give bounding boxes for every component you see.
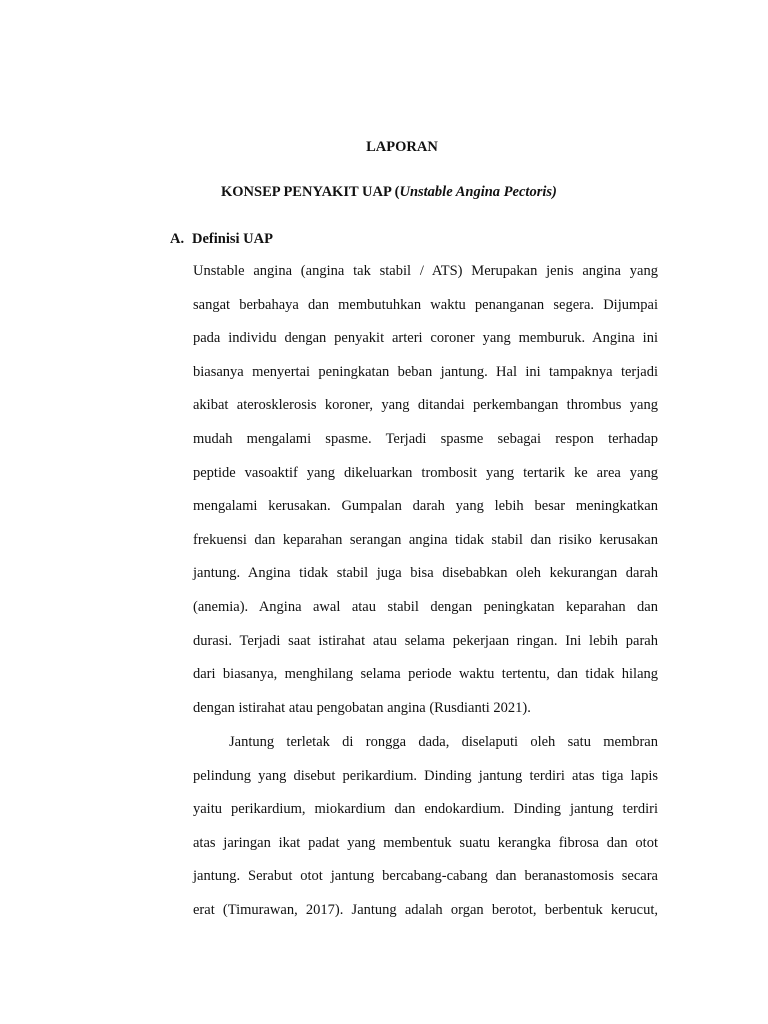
paragraph-line: peptide vasoaktif yang dikeluarkan trombosit yang tertarik ke area yang xyxy=(193,464,658,481)
paragraph-line: biasanya menyertai peningkatan beban jantung. Hal ini tampaknya terjadi xyxy=(193,363,658,380)
paragraph-line: yaitu perikardium, miokardium dan endokardium. Dinding jantung terdiri xyxy=(193,801,658,818)
document-title: LAPORAN xyxy=(366,139,438,155)
paragraph-line: pada individu dengan penyakit arteri coroner yang memburuk. Angina ini xyxy=(193,330,658,347)
document-subtitle xyxy=(221,183,557,201)
paragraph-line: akibat aterosklerosis koroner, yang ditandai perkembangan thrombus yang xyxy=(193,397,658,414)
paragraph-line: jantung. Serabut otot jantung bercabang-cabang dan beranastomosis secara xyxy=(193,868,658,885)
section-heading xyxy=(170,230,273,248)
paragraph-line: dari biasanya, menghilang selama periode waktu tertentu, dan tidak hilang xyxy=(193,666,658,683)
paragraph-line: (anemia). Angina awal atau stabil dengan peningkatan keparahan dan xyxy=(193,599,658,615)
section-heading-text: Definisi UAP xyxy=(192,231,273,247)
paragraph-line: atas jaringan ikat padat yang membentuk suatu kerangka fibrosa dan otot xyxy=(193,834,658,851)
paragraph-line: mudah mengalami spasme. Terjadi spasme sebagai respon terhadap xyxy=(193,431,658,447)
paragraph-line: Unstable angina (angina tak stabil / ATS) Merupakan jenis angina yang xyxy=(193,263,658,279)
paragraph-line: sangat berbahaya dan membutuhkan waktu penanganan segera. Dijumpai xyxy=(193,296,658,313)
paragraph-line: pelindung yang disebut perikardium. Dinding jantung terdiri atas tiga lapis xyxy=(193,767,658,784)
paragraph-line: jantung. Angina tidak stabil juga bisa disebabkan oleh kekurangan darah xyxy=(193,565,658,582)
paragraph-line: mengalami kerusakan. Gumpalan darah yang lebih besar meningkatkan xyxy=(193,498,658,515)
subtitle-main: KONSEP PENYAKIT UAP ( xyxy=(221,184,400,200)
paragraph-line: dengan istirahat atau pengobatan angina (Rusdianti 2021). xyxy=(193,699,531,716)
paragraph-line: durasi. Terjadi saat istirahat atau selama pekerjaan ringan. Ini lebih parah xyxy=(193,632,658,649)
paragraph-line: Jantung terletak di rongga dada, diselaputi oleh satu membran xyxy=(229,734,658,750)
section-letter: A. xyxy=(170,231,185,247)
paragraph-line: frekuensi dan keparahan serangan angina tidak stabil dan risiko kerusakan xyxy=(193,531,658,548)
paragraph-line: erat (Timurawan, 2017). Jantung adalah organ berotot, berbentuk kerucut, xyxy=(193,902,658,918)
subtitle-italic: Unstable Angina Pectoris) xyxy=(399,184,557,200)
